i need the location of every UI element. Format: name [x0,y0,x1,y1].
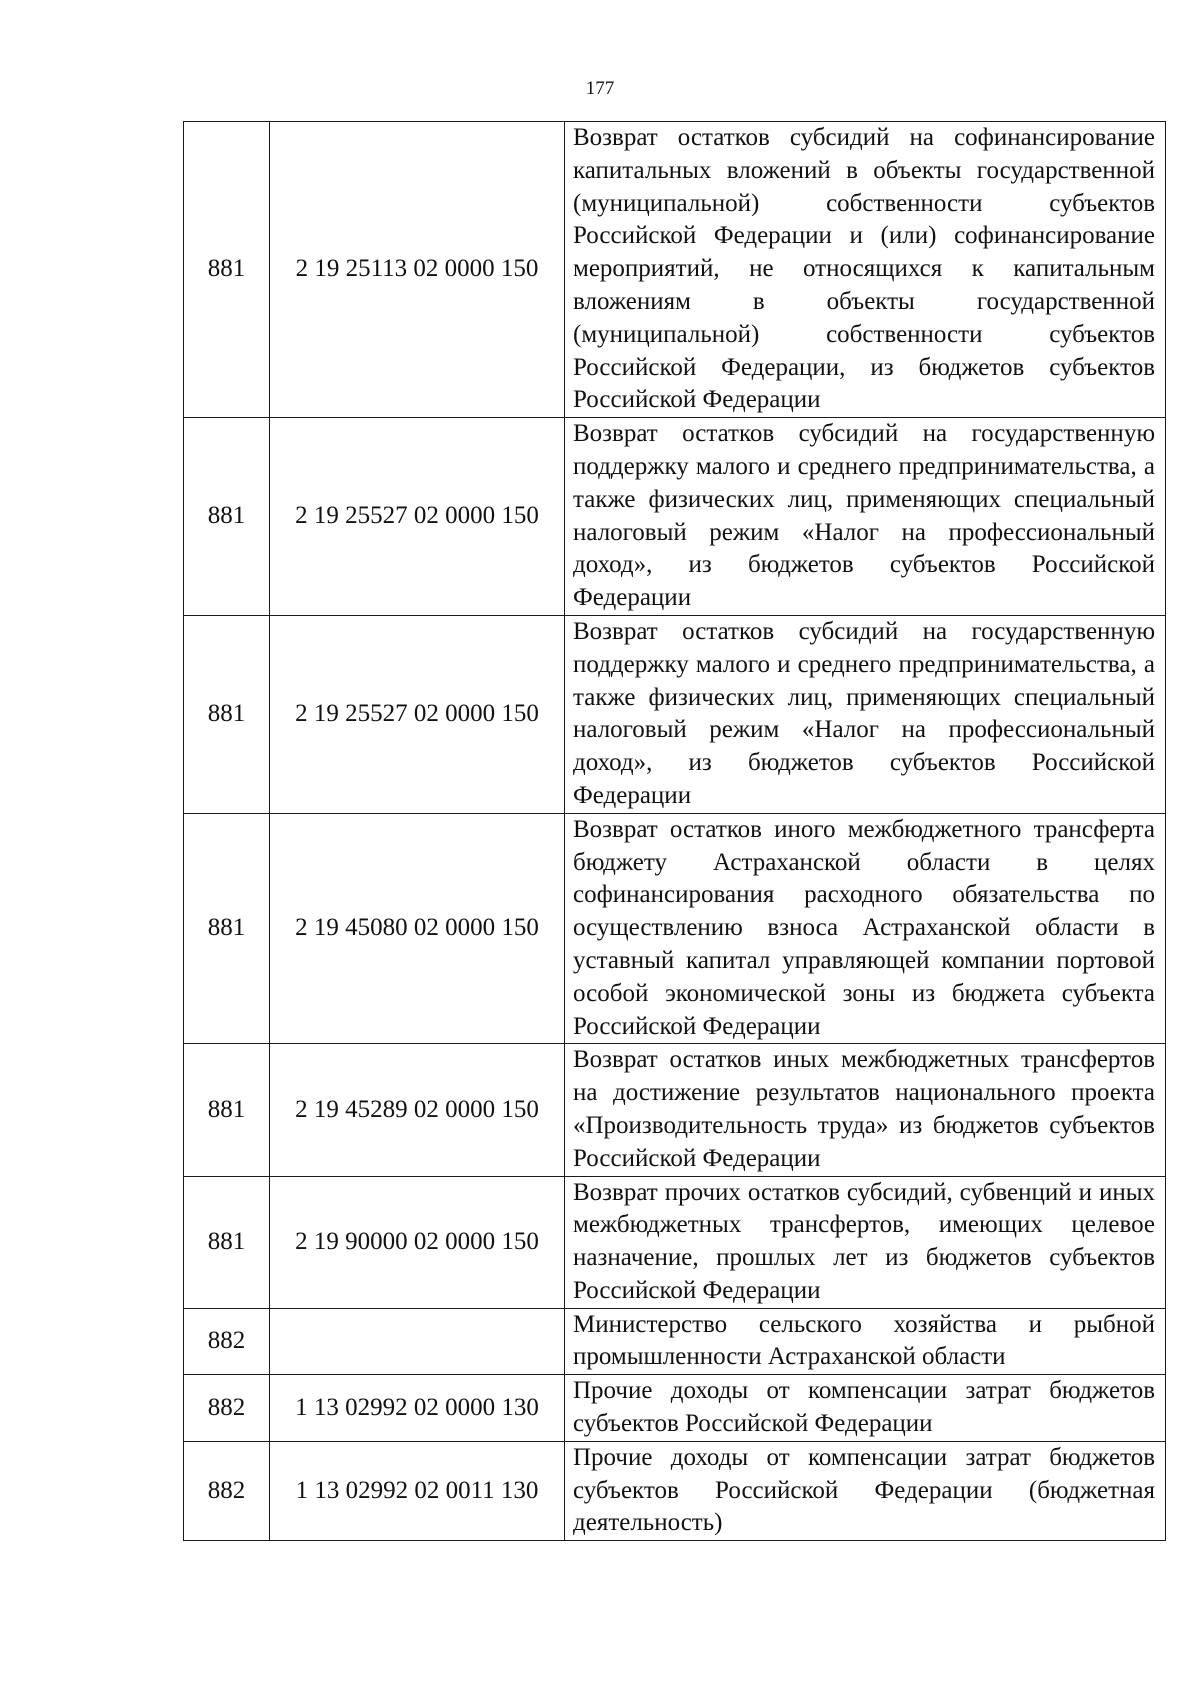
table-row [184,1308,1166,1375]
table-row [184,418,1166,616]
table-row [184,122,1166,418]
description-cell: Возврат прочих остатков субсидий, субвенций и иных межбюджетных трансфертов, имеющих целевое назначение, прошлых лет из бюджетов субъектов Российской Федерации [565,1176,1166,1308]
budget-code-cell: 2 19 45080 02 0000 150 [270,813,565,1044]
description-cell: Министерство сельского хозяйства и рыбной промышленности Астраханской области [565,1308,1166,1375]
description-cell: Возврат остатков субсидий на государственную поддержку малого и среднего предпринимательства, а также физических лиц, применяющих специальный налоговый режим «Налог на профессиональный доход», из бюджетов субъектов Российской Федерации [565,615,1166,813]
admin-code-cell: 882 [184,1441,270,1540]
admin-code-cell: 881 [184,615,270,813]
budget-classification-table [183,121,1166,1541]
budget-code-cell: 1 13 02992 02 0011 130 [270,1441,565,1540]
budget-code-cell: 1 13 02992 02 0000 130 [270,1375,565,1442]
table-row [184,813,1166,1044]
table-row [184,1441,1166,1540]
description-cell: Возврат остатков субсидий на софинансирование капитальных вложений в объекты государственной (муниципальной) собственности субъектов Российской Федерации и (или) софинансирование мероприятий, не относящихся к капитальным вложениям в объекты государственной (муниципальной) собственности субъектов Российской Федерации, из бюджетов субъектов Российской Федерации [565,122,1166,418]
table-row [184,615,1166,813]
table-row [184,1375,1166,1442]
admin-code-cell: 881 [184,122,270,418]
budget-code-cell: 2 19 25113 02 0000 150 [270,122,565,418]
admin-code-cell: 881 [184,1044,270,1176]
admin-code-cell: 881 [184,813,270,1044]
description-cell: Возврат остатков иного межбюджетного трансферта бюджету Астраханской области в целях софинансирования расходного обязательства по осуществлению взноса Астраханской области в уставный капитал управляющей компании портовой особой экономической зоны из бюджета субъекта Российской Федерации [565,813,1166,1044]
admin-code-cell: 881 [184,418,270,616]
admin-code-cell: 882 [184,1308,270,1375]
budget-code-cell: 2 19 90000 02 0000 150 [270,1176,565,1308]
page-number: 177 [585,78,615,99]
description-cell: Возврат остатков субсидий на государственную поддержку малого и среднего предпринимательства, а также физических лиц, применяющих специальный налоговый режим «Налог на профессиональный доход», из бюджетов субъектов Российской Федерации [565,418,1166,616]
admin-code-cell: 882 [184,1375,270,1442]
budget-code-cell: 2 19 45289 02 0000 150 [270,1044,565,1176]
budget-code-cell: 2 19 25527 02 0000 150 [270,615,565,813]
description-cell: Прочие доходы от компенсации затрат бюджетов субъектов Российской Федерации (бюджетная деятельность) [565,1441,1166,1540]
budget-code-cell: 2 19 25527 02 0000 150 [270,418,565,616]
description-cell: Возврат остатков иных межбюджетных трансфертов на достижение результатов национального проекта «Производительность труда» из бюджетов субъектов Российской Федерации [565,1044,1166,1176]
admin-code-cell: 881 [184,1176,270,1308]
description-cell: Прочие доходы от компенсации затрат бюджетов субъектов Российской Федерации [565,1375,1166,1442]
budget-code-cell [270,1308,565,1375]
table-row [184,1044,1166,1176]
table-row [184,1176,1166,1308]
